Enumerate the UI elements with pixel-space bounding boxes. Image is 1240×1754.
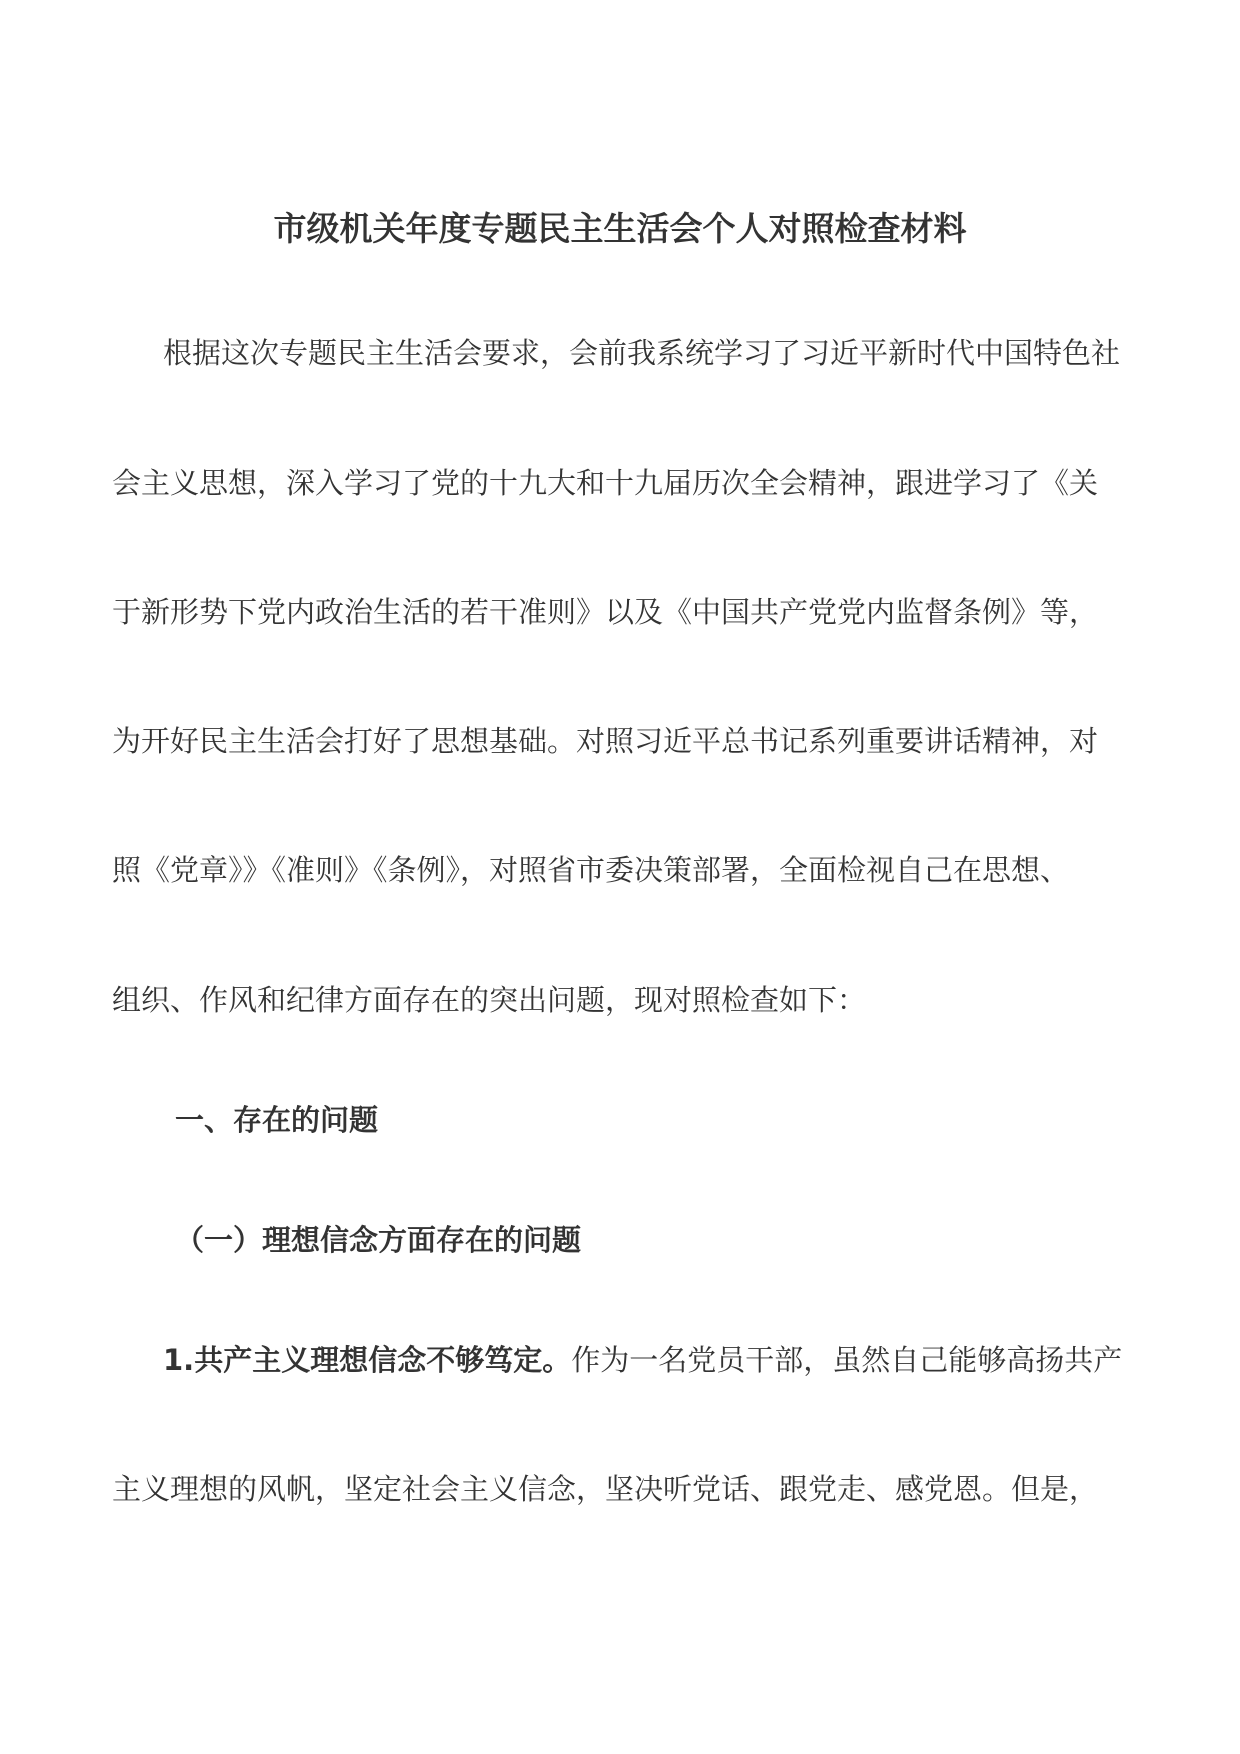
intro-line-1: 根据这次专题民主生活会要求，会前我系统学习了习近平新时代中国特色社: [163, 336, 1121, 370]
intro-line-4: 为开好民主生活会打好了思想基础。对照习近平总书记系列重要讲话精神，对: [112, 724, 1099, 758]
section-heading: 一、存在的问题: [175, 1103, 379, 1137]
subsection-heading: （一）理想信念方面存在的问题: [175, 1223, 582, 1257]
item-1-line-1: [163, 1340, 1122, 1380]
intro-line-3: 于新形势下党内政治生活的若干准则》以及《中国共产党党内监督条例》等，: [112, 595, 1099, 629]
item-1-lead: 1.共产主义理想信念不够笃定。: [163, 1343, 572, 1377]
item-1-line-2: 主义理想的风帆，坚定社会主义信念，坚决听党话、跟党走、感党恩。但是，: [112, 1472, 1099, 1506]
intro-line-2: 会主义思想，深入学习了党的十九大和十九届历次全会精神，跟进学习了《关: [112, 466, 1099, 500]
intro-line-5: 照《党章》》《准则》《条例》，对照省市委决策部署，全面检视自己在思想、: [112, 853, 1070, 887]
document-title: 市级机关年度专题民主生活会个人对照检查材料: [273, 209, 967, 248]
item-1-line-1-rest: 作为一名党员干部，虽然自己能够高扬共产: [571, 1343, 1123, 1377]
intro-line-6: 组织、作风和纪律方面存在的突出问题，现对照检查如下：: [112, 983, 867, 1017]
